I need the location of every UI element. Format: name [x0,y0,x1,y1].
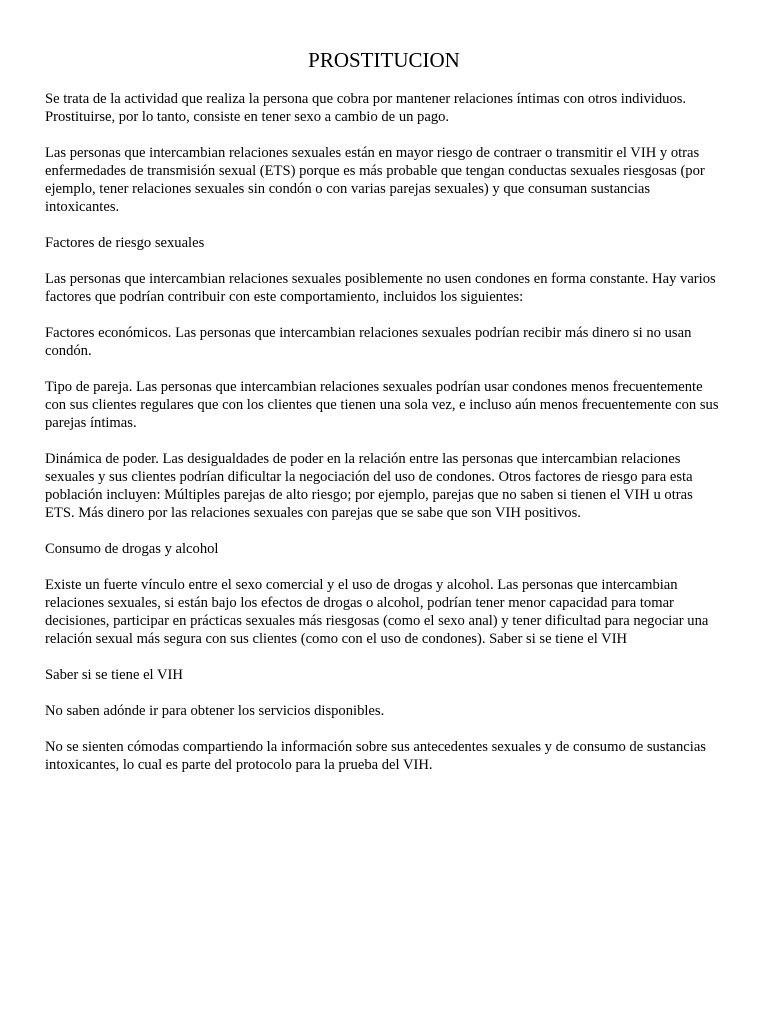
section-heading-sexual-risk-factors: Factores de riesgo sexuales [45,235,205,251]
section-heading-hiv-status: Saber si se tiene el VIH [45,667,183,683]
paragraph-disclosure: No se sienten cómodas compartiendo la información sobre sus antecedentes sexuales y de consumo de sustancias intoxicantes, lo cual es parte del protocolo para la prueba del VIH. [45,739,706,773]
paragraph-services-access: No saben adónde ir para obtener los servicios disponibles. [45,703,385,719]
paragraph-drugs-alcohol: Existe un fuerte vínculo entre el sexo comercial y el uso de drogas y alcohol. Las personas que intercambian relaciones sexuales, si están bajo los efectos de drogas o alcohol, podrían tener menor capacidad para tomar decisiones, participar en prácticas sexuales más riesgosas (como el sexo anal) y tener dificultad para negociar una relación sexual más segura con sus clientes (como con el uso de condones). Saber si se tiene el VIH [45,577,709,647]
paragraph-definition: Se trata de la actividad que realiza la persona que cobra por mantener relaciones íntimas con otros individuos. Prostituirse, por lo tanto, consiste en tener sexo a cambio de un pago. [45,91,687,125]
paragraph-condom-use: Las personas que intercambian relaciones sexuales posiblemente no usen condones en forma constante. Hay varios factores que podrían contribuir con este comportamiento, incluidos los siguientes: [45,271,716,305]
document-title: PROSTITUCION [308,48,460,72]
paragraph-power-dynamics: Dinámica de poder. Las desigualdades de poder en la relación entre las personas que intercambian relaciones sexuales y sus clientes podrían dificultar la negociación del uso de condones. Otros factores de riesgo para esta población incluyen: Múltiples parejas de alto riesgo; por ejemplo, parejas que no saben si tienen el VIH u otras ETS. Más dinero por las relaciones sexuales con parejas que se sabe que son VIH positivos. [45,451,693,521]
paragraph-partner-type: Tipo de pareja. Las personas que intercambian relaciones sexuales podrían usar condones menos frecuentemente con sus clientes regulares que con los clientes que tienen una sola vez, e incluso aún menos frecuentemente con sus parejas íntimas. [45,379,719,431]
paragraph-risk-overview: Las personas que intercambian relaciones sexuales están en mayor riesgo de contraer o transmitir el VIH y otras enfermedades de transmisión sexual (ETS) porque es más probable que tengan conductas sexuales riesgosas (por ejemplo, tener relaciones sexuales sin condón o con varias parejas sexuales) y que consuman sustancias intoxicantes. [45,145,705,215]
section-heading-drugs-alcohol: Consumo de drogas y alcohol [45,541,219,557]
paragraph-economic-factors: Factores económicos. Las personas que intercambian relaciones sexuales podrían recibir más dinero si no usan condón. [45,325,692,359]
